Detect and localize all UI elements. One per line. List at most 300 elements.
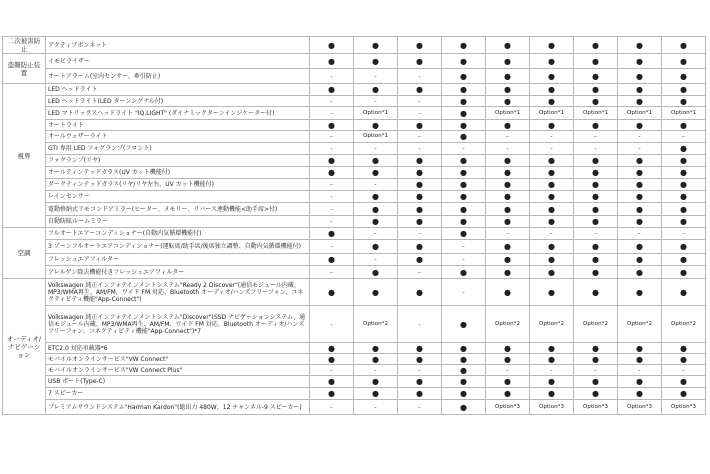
availability-cell: Option*2 — [662, 306, 706, 343]
availability-cell: ● — [486, 240, 530, 254]
availability-cell: ● — [530, 388, 574, 400]
availability-cell: - — [310, 203, 354, 216]
availability-cell: ● — [486, 155, 530, 167]
availability-cell: ● — [618, 120, 662, 131]
availability-cell: ● — [662, 69, 706, 84]
availability-cell: ● — [398, 203, 442, 216]
availability-cell: ● — [618, 155, 662, 167]
availability-cell: ● — [486, 343, 530, 354]
availability-cell: ● — [486, 120, 530, 131]
availability-cell: ● — [486, 203, 530, 216]
availability-cell: - — [486, 228, 530, 240]
availability-cell: - — [398, 228, 442, 240]
availability-cell: ● — [574, 216, 618, 228]
availability-cell: ● — [662, 388, 706, 400]
feature-label: ダークティンテッドガラス(リヤ/リヤ左右、UV カット機能付) — [46, 179, 310, 191]
spec-row — [3, 84, 706, 96]
availability-cell: ● — [442, 354, 486, 365]
spec-row — [3, 376, 706, 388]
feature-label: USB ポート(Type-C) — [46, 376, 310, 388]
availability-cell: ● — [618, 179, 662, 191]
availability-cell: ● — [486, 167, 530, 179]
availability-cell: ● — [398, 84, 442, 96]
availability-cell: - — [574, 228, 618, 240]
availability-cell: ● — [574, 203, 618, 216]
availability-cell: ● — [618, 240, 662, 254]
availability-cell: ● — [618, 203, 662, 216]
availability-cell: - — [442, 279, 486, 306]
availability-cell: ● — [354, 266, 398, 279]
availability-cell: - — [310, 131, 354, 143]
availability-cell: Option*2 — [618, 306, 662, 343]
availability-cell: ● — [662, 179, 706, 191]
feature-label: プレミアムサウンドシステム"Harman Kardon"(総出力 480W、12 チャンネル-9 スピーカー) — [46, 400, 310, 415]
availability-cell: Option*1 — [574, 107, 618, 120]
availability-cell: - — [310, 191, 354, 203]
availability-cell: ● — [574, 254, 618, 266]
availability-cell: ● — [486, 354, 530, 365]
availability-cell: ● — [442, 228, 486, 240]
availability-cell: ● — [530, 279, 574, 306]
spec-row — [3, 354, 706, 365]
availability-cell: ● — [354, 343, 398, 354]
availability-cell: - — [310, 400, 354, 415]
availability-cell: ● — [618, 354, 662, 365]
availability-cell: ● — [310, 388, 354, 400]
availability-cell: ● — [574, 54, 618, 69]
spec-row — [3, 365, 706, 376]
availability-cell: ● — [662, 240, 706, 254]
availability-cell: ● — [354, 376, 398, 388]
availability-cell: ● — [618, 343, 662, 354]
availability-cell: ● — [398, 388, 442, 400]
availability-cell: ● — [310, 155, 354, 167]
availability-cell: ● — [354, 388, 398, 400]
availability-cell: ● — [618, 376, 662, 388]
availability-cell: ● — [442, 131, 486, 143]
availability-cell: - — [486, 143, 530, 155]
availability-cell: - — [618, 228, 662, 240]
availability-cell: ● — [486, 216, 530, 228]
availability-cell: ● — [486, 266, 530, 279]
availability-cell: ● — [618, 84, 662, 96]
feature-label: オールウェザーライト — [46, 131, 310, 143]
availability-cell: - — [354, 143, 398, 155]
spec-row — [3, 306, 706, 343]
availability-cell: ● — [530, 203, 574, 216]
availability-cell: ● — [574, 179, 618, 191]
availability-cell: - — [398, 306, 442, 343]
availability-cell: - — [662, 131, 706, 143]
availability-cell: - — [354, 254, 398, 266]
availability-cell: ● — [574, 96, 618, 107]
availability-cell: ● — [530, 191, 574, 203]
availability-cell: ● — [530, 69, 574, 84]
availability-cell: ● — [662, 216, 706, 228]
availability-cell: Option*3 — [530, 400, 574, 415]
availability-cell: ● — [398, 167, 442, 179]
availability-cell: ● — [354, 203, 398, 216]
availability-cell: Option*2 — [574, 306, 618, 343]
availability-cell: - — [618, 143, 662, 155]
feature-label: オートアラーム(室内センサー、牽引防止) — [46, 69, 310, 84]
availability-cell: Option*2 — [354, 306, 398, 343]
availability-cell: ● — [662, 354, 706, 365]
availability-cell: Option*3 — [662, 400, 706, 415]
availability-cell: ● — [530, 216, 574, 228]
availability-cell: ● — [530, 84, 574, 96]
availability-cell: ● — [442, 69, 486, 84]
availability-cell: - — [530, 228, 574, 240]
spec-row — [3, 279, 706, 306]
feature-label: Volkswagen 純正インフォテインメントシステム"Discover"(SSD ナビゲーションシステム、通信モジュール内蔵、MP3/WMA再生、AM/FM、ワイド FM 対応、Bluetooth オーディオ/ハンズフリーフォン、コネクティビティ機能"App-Connect")*7 — [46, 306, 310, 343]
availability-cell: ● — [398, 254, 442, 266]
feature-label: 電動格納式リモコンドアミラー(ヒーター、メモリー、リバース連動機能<助手席>付) — [46, 203, 310, 216]
availability-cell: ● — [442, 155, 486, 167]
availability-cell: - — [354, 400, 398, 415]
availability-cell: ● — [354, 54, 398, 69]
availability-cell: ● — [442, 343, 486, 354]
availability-cell: ● — [398, 155, 442, 167]
spec-row — [3, 266, 706, 279]
spec-row — [3, 120, 706, 131]
availability-cell: ● — [486, 37, 530, 54]
availability-cell: - — [662, 228, 706, 240]
availability-cell: Option*3 — [574, 400, 618, 415]
spec-row — [3, 96, 706, 107]
availability-cell: ● — [486, 254, 530, 266]
availability-cell: ● — [398, 179, 442, 191]
availability-cell: Option*3 — [618, 400, 662, 415]
availability-cell: ● — [662, 120, 706, 131]
spec-row — [3, 37, 706, 54]
availability-cell: - — [618, 131, 662, 143]
feature-label: フルオートエアーコンディショナー(自動内気循環機能付) — [46, 228, 310, 240]
availability-cell: ● — [442, 191, 486, 203]
availability-cell: - — [530, 143, 574, 155]
availability-cell: ● — [442, 120, 486, 131]
availability-cell: ● — [662, 266, 706, 279]
availability-cell: - — [486, 365, 530, 376]
availability-cell: ● — [354, 155, 398, 167]
availability-cell: ● — [662, 167, 706, 179]
availability-cell: - — [310, 240, 354, 254]
availability-cell: - — [354, 179, 398, 191]
availability-cell: ● — [310, 84, 354, 96]
category-cell: 二次被害防止 — [3, 37, 46, 54]
availability-cell: ● — [354, 240, 398, 254]
availability-cell: - — [442, 240, 486, 254]
availability-cell: ● — [530, 179, 574, 191]
availability-cell: ● — [530, 155, 574, 167]
availability-cell: - — [398, 107, 442, 120]
spec-row — [3, 191, 706, 203]
feature-label: 7 スピーカー — [46, 388, 310, 400]
availability-cell: - — [662, 365, 706, 376]
availability-cell: ● — [618, 167, 662, 179]
availability-cell: ● — [662, 254, 706, 266]
availability-cell: ● — [618, 96, 662, 107]
availability-cell: ● — [354, 354, 398, 365]
availability-cell: - — [310, 69, 354, 84]
availability-cell: ● — [442, 203, 486, 216]
feature-label: LED ヘッドライト — [46, 84, 310, 96]
spec-row — [3, 343, 706, 354]
availability-cell: ● — [530, 254, 574, 266]
availability-cell: - — [310, 143, 354, 155]
availability-cell: ● — [442, 96, 486, 107]
availability-cell: - — [574, 143, 618, 155]
availability-cell: ● — [662, 54, 706, 69]
availability-cell: ● — [530, 96, 574, 107]
availability-cell: ● — [354, 216, 398, 228]
feature-label: モバイルオンラインサービス"VW Connect Plus" — [46, 365, 310, 376]
availability-cell: ● — [662, 191, 706, 203]
availability-cell: ● — [398, 120, 442, 131]
feature-label: モバイルオンラインサービス"VW Connect" — [46, 354, 310, 365]
availability-cell: ● — [530, 240, 574, 254]
availability-cell: ● — [618, 279, 662, 306]
availability-cell: ● — [442, 167, 486, 179]
availability-cell: - — [442, 143, 486, 155]
availability-cell: Option*1 — [486, 107, 530, 120]
availability-cell: - — [354, 228, 398, 240]
availability-cell: ● — [574, 155, 618, 167]
availability-cell: ● — [486, 279, 530, 306]
availability-cell: ● — [354, 120, 398, 131]
availability-cell: - — [354, 365, 398, 376]
feature-label: オールティンテッドガラス(UV カット機能付) — [46, 167, 310, 179]
spec-row — [3, 107, 706, 120]
availability-cell: ● — [354, 84, 398, 96]
availability-cell: ● — [662, 376, 706, 388]
availability-cell: ● — [442, 400, 486, 415]
availability-cell: - — [354, 96, 398, 107]
spec-row — [3, 131, 706, 143]
category-cell: オーディオ/ナビゲーション — [3, 279, 46, 415]
availability-cell: Option*1 — [354, 107, 398, 120]
category-cell: 盗難防止装置 — [3, 54, 46, 84]
availability-cell: ● — [662, 37, 706, 54]
availability-cell: ● — [486, 54, 530, 69]
availability-cell: - — [442, 254, 486, 266]
feature-label: 自動防眩ルームミラー — [46, 216, 310, 228]
availability-cell: - — [310, 216, 354, 228]
availability-cell: - — [398, 69, 442, 84]
availability-cell: ● — [662, 343, 706, 354]
category-cell: 視界 — [3, 84, 46, 228]
spec-row — [3, 240, 706, 254]
availability-cell: - — [398, 266, 442, 279]
feature-label: イモビライザー — [46, 54, 310, 69]
availability-cell: ● — [618, 254, 662, 266]
availability-cell: ● — [398, 279, 442, 306]
availability-cell: - — [310, 179, 354, 191]
availability-cell: ● — [662, 279, 706, 306]
feature-label: フレッシュエアフィルター — [46, 254, 310, 266]
availability-cell: - — [398, 365, 442, 376]
availability-cell: ● — [442, 365, 486, 376]
availability-cell: ● — [354, 279, 398, 306]
spec-row — [3, 228, 706, 240]
availability-cell: ● — [574, 388, 618, 400]
availability-cell: ● — [574, 69, 618, 84]
availability-cell: ● — [486, 69, 530, 84]
availability-cell: ● — [574, 279, 618, 306]
availability-cell: ● — [530, 167, 574, 179]
availability-cell: - — [618, 365, 662, 376]
availability-cell: ● — [574, 266, 618, 279]
availability-cell: ● — [398, 240, 442, 254]
availability-cell: ● — [442, 266, 486, 279]
availability-cell: ● — [618, 216, 662, 228]
availability-cell: ● — [310, 254, 354, 266]
feature-label: アレルゲン除去機能付きフレッシュエアフィルター — [46, 266, 310, 279]
availability-cell: ● — [574, 376, 618, 388]
availability-cell: - — [398, 96, 442, 107]
feature-label: GTI 専用 LED フォグランプ(フロント) — [46, 143, 310, 155]
availability-cell: ● — [574, 240, 618, 254]
availability-cell: ● — [662, 84, 706, 96]
availability-cell: ● — [398, 54, 442, 69]
availability-cell: ● — [618, 54, 662, 69]
availability-cell: ● — [442, 54, 486, 69]
category-cell: 空調 — [3, 228, 46, 279]
availability-cell: Option*1 — [530, 107, 574, 120]
availability-cell: ● — [310, 228, 354, 240]
availability-cell: Option*1 — [662, 107, 706, 120]
availability-cell: ● — [530, 343, 574, 354]
availability-cell: - — [486, 131, 530, 143]
availability-cell: ● — [398, 216, 442, 228]
feature-label: LED ヘッドライト(LED ターンシグナル付) — [46, 96, 310, 107]
availability-cell: ● — [398, 343, 442, 354]
availability-cell: ● — [354, 191, 398, 203]
availability-cell: ● — [310, 54, 354, 69]
availability-cell: ● — [574, 84, 618, 96]
availability-cell: ● — [310, 279, 354, 306]
availability-cell: ● — [662, 203, 706, 216]
availability-cell: ● — [530, 376, 574, 388]
availability-cell: Option*1 — [354, 131, 398, 143]
availability-cell: - — [310, 96, 354, 107]
availability-cell: ● — [442, 84, 486, 96]
availability-cell: ● — [618, 69, 662, 84]
availability-cell: ● — [310, 354, 354, 365]
spec-row — [3, 179, 706, 191]
availability-cell: - — [354, 69, 398, 84]
availability-cell: ● — [442, 306, 486, 343]
equipment-spec-table — [2, 36, 706, 415]
availability-cell: ● — [398, 191, 442, 203]
availability-cell: - — [574, 131, 618, 143]
feature-label: オートライト — [46, 120, 310, 131]
availability-cell: ● — [442, 37, 486, 54]
availability-cell: Option*2 — [486, 306, 530, 343]
availability-cell: ● — [354, 37, 398, 54]
availability-cell: ● — [530, 354, 574, 365]
availability-cell: ● — [618, 388, 662, 400]
availability-cell: ● — [662, 143, 706, 155]
availability-cell: ● — [310, 120, 354, 131]
availability-cell: ● — [486, 388, 530, 400]
feature-label: 3 ゾーンフルオートエアコンディショナー(運転席/助手席/後席独立調整、自動内気循環機能付) — [46, 240, 310, 254]
availability-cell: ● — [310, 376, 354, 388]
availability-cell: ● — [486, 179, 530, 191]
availability-cell: - — [310, 365, 354, 376]
availability-cell: Option*1 — [618, 107, 662, 120]
spec-row — [3, 203, 706, 216]
availability-cell: ● — [530, 54, 574, 69]
spec-row — [3, 216, 706, 228]
availability-cell: Option*3 — [486, 400, 530, 415]
availability-cell: ● — [486, 376, 530, 388]
availability-cell: ● — [662, 96, 706, 107]
feature-label: Volkswagen 純正インフォテインメントシステム"Ready 2 Discover"(通信モジュール内蔵、MP3/WMA再生、AM/FM、ワイド FM 対応、Bluetooth オーディオ/ハンズフリーフォン、コネクティビティ機能"App-Connect") — [46, 279, 310, 306]
availability-cell: ● — [574, 191, 618, 203]
availability-cell: ● — [486, 96, 530, 107]
availability-cell: ● — [310, 167, 354, 179]
availability-cell: ● — [530, 37, 574, 54]
availability-cell: ● — [398, 376, 442, 388]
availability-cell: ● — [442, 179, 486, 191]
spec-row — [3, 400, 706, 415]
spec-row — [3, 167, 706, 179]
spec-row — [3, 388, 706, 400]
availability-cell: ● — [442, 376, 486, 388]
availability-cell: ● — [398, 354, 442, 365]
availability-cell: ● — [574, 120, 618, 131]
feature-label: レインセンサー — [46, 191, 310, 203]
feature-label: フォグランプ(リヤ) — [46, 155, 310, 167]
availability-cell: ● — [310, 343, 354, 354]
availability-cell: ● — [574, 354, 618, 365]
availability-cell: ● — [310, 37, 354, 54]
spec-row — [3, 254, 706, 266]
availability-cell: ● — [574, 343, 618, 354]
feature-label: ETC2.0 対応車載器*6 — [46, 343, 310, 354]
availability-cell: ● — [354, 167, 398, 179]
spec-row — [3, 54, 706, 69]
availability-cell: ● — [530, 266, 574, 279]
availability-cell: - — [530, 131, 574, 143]
availability-cell: ● — [442, 107, 486, 120]
availability-cell: - — [530, 365, 574, 376]
availability-cell: - — [310, 107, 354, 120]
spec-table-body — [3, 37, 706, 415]
availability-cell: - — [398, 400, 442, 415]
availability-cell: ● — [398, 37, 442, 54]
availability-cell: ● — [486, 84, 530, 96]
availability-cell: - — [310, 266, 354, 279]
spec-row — [3, 143, 706, 155]
availability-cell: ● — [486, 191, 530, 203]
availability-cell: - — [574, 365, 618, 376]
availability-cell: - — [310, 306, 354, 343]
availability-cell: ● — [618, 191, 662, 203]
availability-cell: ● — [442, 216, 486, 228]
availability-cell: Option*2 — [530, 306, 574, 343]
spec-row — [3, 69, 706, 84]
availability-cell: ● — [574, 37, 618, 54]
availability-cell: - — [398, 131, 442, 143]
availability-cell: ● — [618, 266, 662, 279]
availability-cell: ● — [662, 155, 706, 167]
availability-cell: ● — [530, 120, 574, 131]
availability-cell: ● — [618, 37, 662, 54]
availability-cell: ● — [442, 388, 486, 400]
availability-cell: - — [398, 143, 442, 155]
